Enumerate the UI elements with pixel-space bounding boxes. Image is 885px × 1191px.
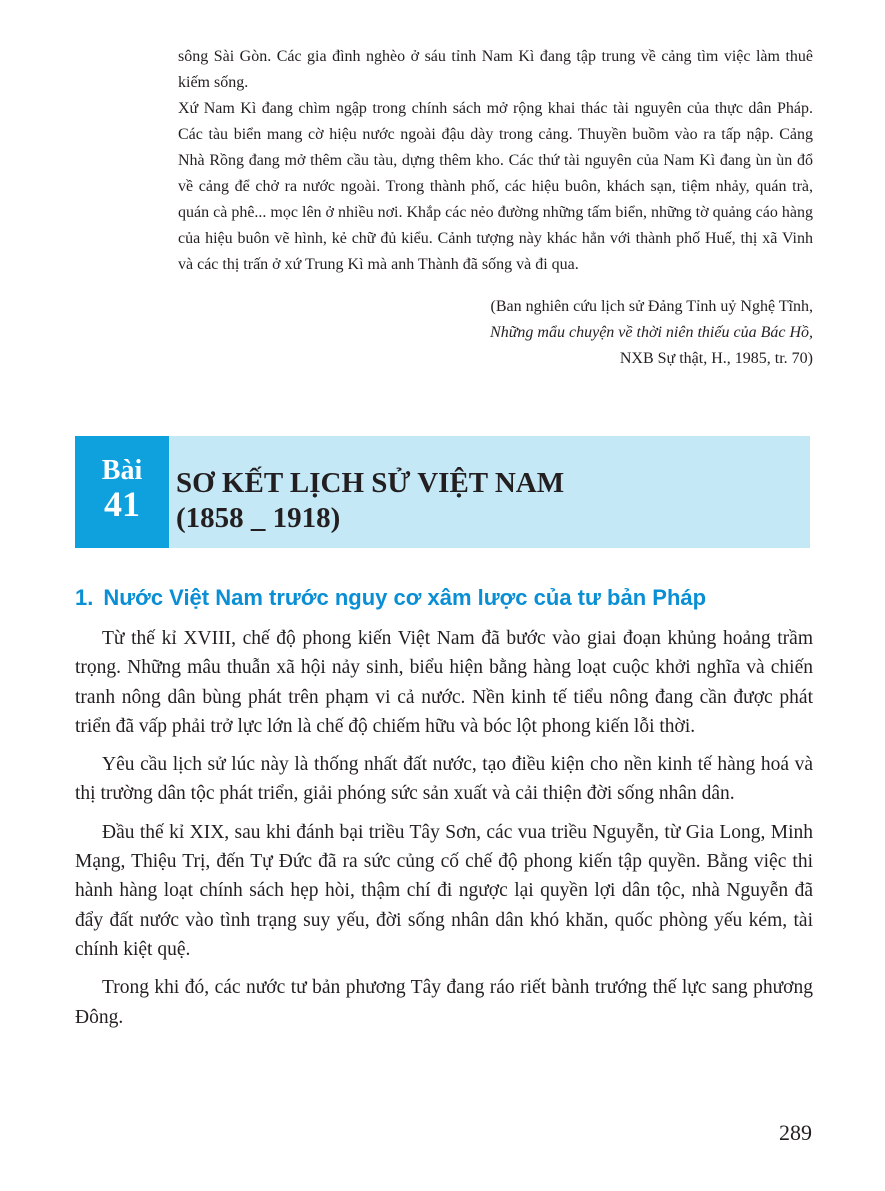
lesson-title-line2: (1858 _ 1918) bbox=[176, 502, 341, 534]
lesson-number: 41 bbox=[104, 484, 140, 524]
citation-publisher: NXB Sự thật, H., 1985, tr. 70) bbox=[619, 350, 813, 367]
body-paragraph: Từ thế kỉ XVIII, chế độ phong kiến Việt Nam đã bước vào giai đoạn khủng hoảng trầm trọng. Những mâu thuẫn xã hội nảy sinh, biểu hiện bằng hàng loạt cuộc khởi nghĩa và chiến tranh nông dân bùng phát trên phạm vi cả nước. Nền kinh tế tiểu nông đang cần được phát triển đã vấp phải trở lực lớn là chế độ chiếm hữu và bóc lột phong kiến lỗi thời. bbox=[75, 628, 813, 737]
section-number: 1. bbox=[75, 585, 94, 610]
lesson-header bbox=[75, 436, 810, 548]
section-heading bbox=[75, 583, 706, 613]
quote-paragraph: sông Sài Gòn. Các gia đình nghèo ở sáu tỉnh Nam Kì đang tập trung về cảng tìm việc làm thuê kiếm sống. bbox=[178, 48, 813, 91]
lesson-title-line1: SƠ KẾT LỊCH SỬ VIỆT NAM bbox=[176, 467, 565, 499]
lesson-label: Bài bbox=[101, 455, 143, 486]
lesson-title bbox=[176, 466, 564, 536]
citation-book-title: Những mẩu chuyện về thời niên thiếu của Bác Hồ, bbox=[490, 324, 813, 341]
quote-excerpt bbox=[178, 44, 813, 278]
quote-paragraph: Xứ Nam Kì đang chìm ngập trong chính sách mở rộng khai thác tài nguyên của thực dân Pháp. Các tàu biển mang cờ hiệu nước ngoài đậu dày trong cảng. Thuyền buồm vào ra tấp nập. Cảng Nhà Rồng đang mở thêm cầu tàu, dựng thêm kho. Các thứ tài nguyên của Nam Kì đang ùn ùn đổ về cảng để chở ra nước ngoài. Trong thành phố, các hiệu buôn, khách sạn, tiệm nhảy, quán trà, quán cà phê... mọc lên ở nhiều nơi. Khắp các nẻo đường những tấm biển, những tờ quảng cáo hàng của hiệu buôn vẽ hình, kẻ chữ đủ kiểu. Cảnh tượng này khác hẳn với thành phố Huế, thị xã Vinh và các thị trấn ở xứ Trung Kì mà anh Thành đã sống và đi qua. bbox=[178, 100, 813, 273]
body-paragraph: Trong khi đó, các nước tư bản phương Tây đang ráo riết bành trướng thế lực sang phương Đông. bbox=[75, 977, 813, 1028]
section-body bbox=[75, 624, 813, 1041]
section-heading-text: Nước Việt Nam trước nguy cơ xâm lược của tư bản Pháp bbox=[103, 585, 707, 610]
body-paragraph: Đầu thế kỉ XIX, sau khi đánh bại triều Tây Sơn, các vua triều Nguyễn, từ Gia Long, Minh Mạng, Thiệu Trị, đến Tự Đức đã ra sức củng cố chế độ phong kiến tập quyền. Bằng việc thi hành hàng loạt chính sách hẹp hòi, thậm chí đi ngược lại quyền lợi dân tộc, nhà Nguyễn đã đẩy đất nước vào tình trạng suy yếu, đời sống nhân dân khó khăn, quốc phòng yếu kém, tài chính kiệt quệ. bbox=[75, 821, 813, 960]
citation-author: (Ban nghiên cứu lịch sử Đảng Tỉnh uỷ Nghệ Tĩnh, bbox=[490, 298, 813, 315]
body-paragraph: Yêu cầu lịch sử lúc này là thống nhất đất nước, tạo điều kiện cho nền kinh tế hàng hoá và thị trường dân tộc phát triển, giải phóng sức sản xuất và cải thiện đời sống nhân dân. bbox=[75, 754, 813, 805]
lesson-badge bbox=[75, 436, 169, 548]
quote-citation bbox=[313, 294, 813, 372]
page-number: 289 bbox=[779, 1120, 812, 1145]
